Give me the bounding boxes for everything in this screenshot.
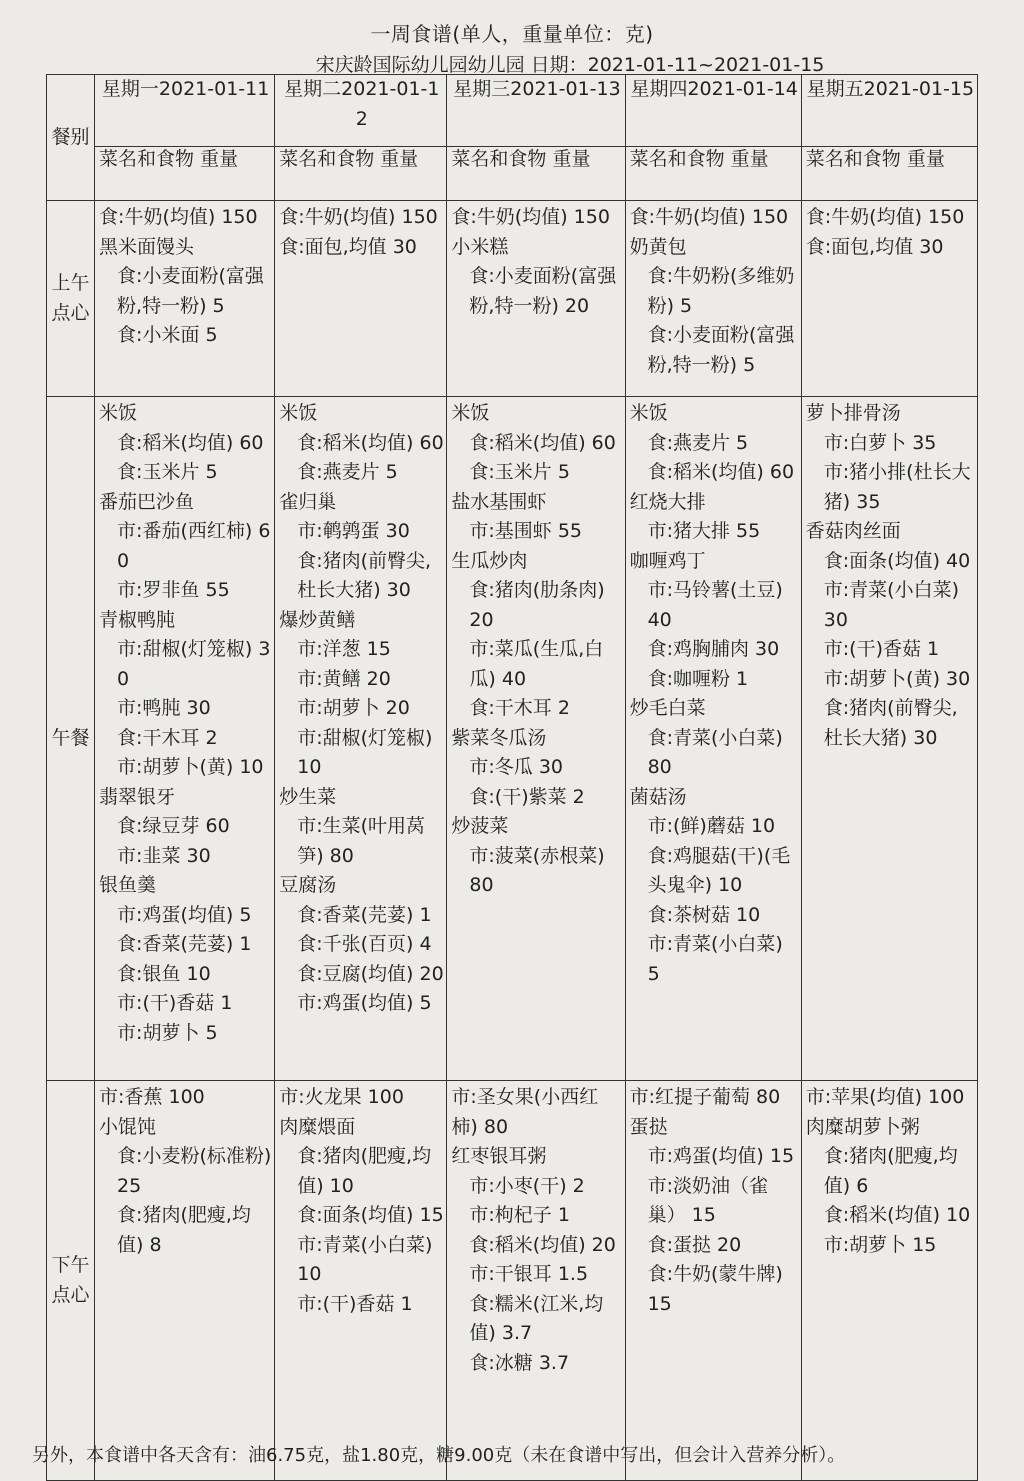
menu-line: 食:稻米(均值) 60	[297, 431, 444, 454]
page-subtitle: 宋庆龄国际幼儿园幼儿园 日期：2021-01-11~2021-01-15	[315, 54, 825, 76]
column-subheader: 菜名和食物 重量	[801, 147, 977, 201]
menu-line: 食:稻米(均值) 10	[823, 1204, 971, 1226]
menu-line: 食:牛奶(蒙牛牌) 15	[647, 1263, 783, 1315]
menu-line: 市:罗非鱼 55	[117, 579, 230, 601]
menu-line: 市:(鲜)蘑菇 10	[647, 815, 776, 837]
menu-line: 蛋挞	[629, 1115, 668, 1138]
menu-line: 肉糜胡萝卜粥	[805, 1115, 920, 1138]
menu-line: 红烧大排	[629, 490, 706, 513]
menu-cell	[801, 1081, 977, 1481]
menu-line: 食:稻米(均值) 20	[469, 1233, 616, 1256]
menu-line: 市:小枣(干) 2	[469, 1174, 585, 1197]
page-title: 一周食谱(单人，重量单位：克)	[370, 22, 654, 46]
menu-line: 雀归巢	[279, 490, 337, 513]
menu-line: 食:冰糖 3.7	[469, 1351, 570, 1374]
menu-line: 市:香蕉 100	[99, 1086, 205, 1108]
header-row-columns	[47, 147, 978, 201]
menu-line: 食:猪肉(肋条肉) 20	[469, 579, 605, 631]
menu-line: 市:苹果(均值) 100	[805, 1086, 965, 1108]
meal-label: 上午点心	[47, 201, 95, 397]
menu-line: 市:甜椒(灯笼椒) 10	[297, 726, 433, 778]
menu-line: 食:蛋挞 20	[647, 1233, 742, 1256]
menu-line: 食:(干)紫菜 2	[469, 785, 585, 808]
menu-line: 翡翠银牙	[99, 785, 176, 808]
menu-line: 市:鹌鹑蛋 30	[297, 520, 410, 542]
menu-cell	[447, 1081, 625, 1481]
menu-line: 小馄饨	[99, 1115, 157, 1138]
meal-label: 下午点心	[47, 1081, 95, 1481]
menu-cell	[275, 201, 447, 397]
menu-line: 食:燕麦片 5	[647, 431, 749, 454]
menu-cell	[95, 397, 275, 1081]
meal-label: 午餐	[47, 397, 95, 1081]
menu-line: 食:猪肉(前臀尖,杜长大猪) 30	[297, 549, 432, 601]
menu-line: 豆腐汤	[279, 874, 337, 896]
menu-line: 食:干木耳 2	[117, 726, 218, 749]
meal-row	[47, 1081, 978, 1481]
menu-line: 市:鸡蛋(均值) 15	[647, 1145, 795, 1167]
meal-row	[47, 201, 978, 397]
menu-line: 食:小麦面粉(富强粉,特一粉) 5	[117, 265, 264, 317]
menu-cell	[95, 1081, 275, 1481]
menu-line: 市:黄鳝 20	[297, 667, 391, 690]
menu-line: 食:绿豆芽 60	[117, 815, 230, 837]
menu-line: 食:青菜(小白菜) 80	[647, 726, 783, 778]
menu-line: 食:猪肉(前臀尖,杜长大猪) 30	[823, 697, 958, 749]
meal-row	[47, 397, 978, 1081]
menu-line: 食:稻米(均值) 60	[117, 431, 264, 454]
menu-line: 咖喱鸡丁	[629, 549, 706, 572]
menu-line: 市:韭菜 30	[117, 844, 211, 867]
day-header: 星期一2021-01-11	[95, 75, 275, 147]
menu-line: 食:牛奶粉(多维奶粉) 5	[647, 265, 795, 317]
menu-line: 食:面条(均值) 15	[297, 1204, 444, 1226]
menu-line: 市:红提子葡萄 80	[629, 1086, 781, 1108]
menu-line: 食:玉米片 5	[469, 461, 570, 483]
menu-line: 食:小麦面粉(富强粉,特一粉) 20	[469, 265, 617, 317]
menu-line: 食:糯米(江米,均值) 3.7	[469, 1292, 604, 1344]
menu-line: 小米糕	[451, 235, 509, 258]
day-header: 星期四2021-01-14	[625, 75, 801, 147]
menu-line: 市:白萝卜 35	[823, 431, 937, 454]
menu-line: 食:猪肉(肥瘦,均值) 8	[117, 1204, 251, 1256]
menu-line: 菌菇汤	[629, 785, 687, 808]
menu-line: 市:鸭肫 30	[117, 697, 211, 719]
menu-line: 市:猪小排(杜长大猪) 35	[823, 461, 971, 513]
menu-line: 市:胡萝卜 20	[297, 697, 410, 719]
menu-line: 食:咖喱粉 1	[647, 667, 749, 690]
menu-line: 市:胡萝卜 15	[823, 1233, 937, 1256]
menu-line: 食:燕麦片 5	[297, 461, 398, 483]
menu-line: 市:(干)香菇 1	[117, 992, 233, 1014]
menu-cell	[625, 1081, 801, 1481]
menu-line: 生瓜炒肉	[451, 549, 528, 572]
menu-line: 市:圣女果(小西红柿) 80	[451, 1086, 599, 1138]
menu-cell	[801, 201, 977, 397]
menu-cell	[275, 1081, 447, 1481]
menu-line: 市:冬瓜 30	[469, 756, 564, 778]
menu-line: 市:胡萝卜 5	[117, 1021, 218, 1044]
menu-line: 食:牛奶(均值) 150	[805, 206, 965, 228]
menu-line: 食:牛奶(均值) 150	[451, 206, 610, 228]
menu-line: 米饭	[629, 402, 668, 424]
menu-line: 市:菜瓜(生瓜,白瓜) 40	[469, 638, 604, 690]
menu-line: 食:稻米(均值) 60	[647, 461, 795, 483]
header-row-days	[47, 75, 978, 147]
menu-line: 黑米面馒头	[99, 235, 195, 258]
menu-line: 市:基围虾 55	[469, 520, 583, 542]
menu-cell	[625, 397, 801, 1081]
menu-line: 米饭	[279, 402, 318, 424]
menu-cell	[447, 397, 625, 1081]
day-header: 星期三2021-01-13	[447, 75, 625, 147]
menu-line: 食:小麦面粉(富强粉,特一粉) 5	[647, 324, 795, 376]
menu-cell	[447, 201, 625, 397]
day-header: 星期五2021-01-15	[801, 75, 977, 147]
menu-line: 食:小麦粉(标准粉) 25	[117, 1145, 272, 1197]
menu-line: 食:面条(均值) 40	[823, 549, 971, 572]
menu-line: 萝卜排骨汤	[805, 402, 901, 424]
column-subheader: 菜名和食物 重量	[95, 147, 275, 201]
weekly-menu-table	[46, 74, 978, 1481]
menu-line: 炒生菜	[279, 785, 337, 808]
column-subheader: 菜名和食物 重量	[625, 147, 801, 201]
menu-line: 市:胡萝卜(黄) 30	[823, 667, 971, 690]
menu-line: 食:香菜(芫荽) 1	[117, 933, 252, 955]
menu-line: 爆炒黄鳝	[279, 608, 356, 631]
meal-column-header: 餐别	[47, 75, 95, 201]
menu-line: 食:面包,均值 30	[805, 235, 944, 258]
menu-line: 市:火龙果 100	[279, 1086, 404, 1108]
menu-line: 食:牛奶(均值) 150	[99, 206, 258, 228]
menu-line: 市:猪大排 55	[647, 520, 761, 542]
menu-line: 市:胡萝卜(黄) 10	[117, 756, 264, 778]
menu-line: 香菇肉丝面	[805, 520, 901, 542]
menu-line: 市:菠菜(赤根菜) 80	[469, 844, 605, 896]
menu-cell	[95, 201, 275, 397]
menu-line: 市:青菜(小白菜) 10	[297, 1233, 433, 1285]
menu-line: 市:青菜(小白菜) 5	[647, 933, 783, 985]
menu-line: 市:马铃薯(土豆) 40	[647, 579, 783, 631]
menu-line: 银鱼羹	[99, 874, 157, 896]
menu-line: 食:稻米(均值) 60	[469, 431, 616, 454]
column-subheader: 菜名和食物 重量	[447, 147, 625, 201]
menu-line: 食:猪肉(肥瘦,均值) 10	[297, 1145, 432, 1197]
column-subheader: 菜名和食物 重量	[275, 147, 447, 201]
menu-line: 盐水基围虾	[451, 490, 547, 513]
menu-line: 炒菠菜	[451, 815, 509, 837]
menu-line: 食:千张(百页) 4	[297, 933, 432, 955]
menu-line: 食:牛奶(均值) 150	[279, 206, 438, 228]
menu-line: 市:甜椒(灯笼椒) 30	[117, 638, 271, 690]
menu-line: 食:鸡腿菇(干)(毛头鬼伞) 10	[647, 844, 791, 896]
menu-line: 食:猪肉(肥瘦,均值) 6	[823, 1145, 958, 1197]
menu-line: 红枣银耳粥	[451, 1145, 547, 1167]
menu-line: 市:(干)香菇 1	[823, 638, 940, 660]
menu-line: 食:面包,均值 30	[279, 235, 417, 258]
menu-cell	[275, 397, 447, 1081]
menu-line: 紫菜冬瓜汤	[451, 726, 547, 749]
menu-line: 市:生菜(叶用莴笋) 80	[297, 815, 426, 867]
menu-line: 炒毛白菜	[629, 697, 706, 719]
menu-line: 市:(干)香菇 1	[297, 1292, 413, 1315]
menu-line: 米饭	[451, 402, 490, 424]
menu-line: 食:牛奶(均值) 150	[629, 206, 789, 228]
menu-line: 市:青菜(小白菜) 30	[823, 579, 960, 631]
day-header: 星期二2021-01-12	[275, 75, 447, 147]
menu-line: 奶黄包	[629, 235, 687, 258]
menu-line: 食:干木耳 2	[469, 697, 570, 719]
menu-line: 食:小米面 5	[117, 324, 218, 346]
menu-line: 食:玉米片 5	[117, 461, 218, 483]
menu-line: 番茄巴沙鱼	[99, 490, 195, 513]
menu-line: 市:鸡蛋(均值) 5	[297, 992, 432, 1014]
menu-line: 食:银鱼 10	[117, 962, 211, 985]
menu-cell	[801, 397, 977, 1081]
menu-line: 市:番茄(西红柿) 60	[117, 520, 271, 572]
menu-line: 市:淡奶油（雀巢） 15	[647, 1174, 768, 1226]
menu-line: 市:枸杞子 1	[469, 1204, 570, 1226]
menu-line: 肉糜煨面	[279, 1115, 356, 1138]
menu-line: 青椒鸭肫	[99, 608, 176, 631]
menu-line: 市:洋葱 15	[297, 638, 391, 660]
menu-line: 食:鸡胸脯肉 30	[647, 638, 780, 660]
menu-line: 米饭	[99, 402, 138, 424]
menu-cell	[625, 201, 801, 397]
footer-note: 另外，本食谱中各天含有：油6.75克，盐1.80克，糖9.00克（未在食谱中写出，但会计入营养分析）。	[32, 1445, 846, 1466]
menu-line: 食:豆腐(均值) 20	[297, 962, 444, 985]
menu-line: 食:香菜(芫荽) 1	[297, 903, 432, 926]
menu-line: 食:茶树菇 10	[647, 903, 761, 926]
menu-line: 市:鸡蛋(均值) 5	[117, 903, 252, 926]
menu-line: 市:干银耳 1.5	[469, 1263, 589, 1285]
